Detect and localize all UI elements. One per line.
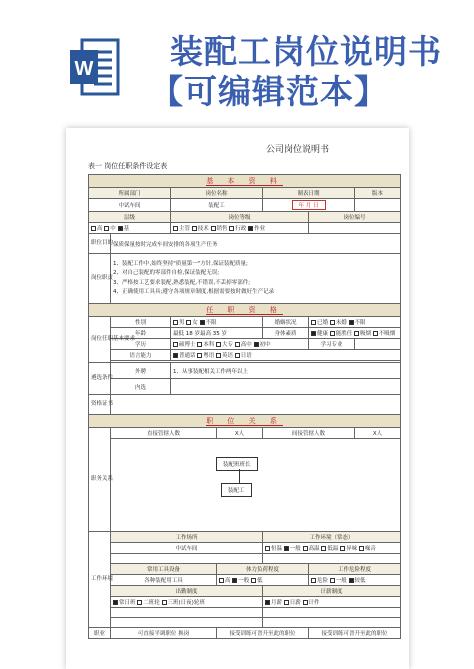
env-label: 工作环境（常态） (263, 532, 401, 543)
gender-options: 男 女 不限 (171, 317, 263, 328)
org-bottom-box: 装配工 (221, 483, 252, 497)
danger-label: 工作危险程度 (309, 564, 401, 575)
table-caption: 表一 岗位任职条件设定表 (88, 162, 168, 170)
age-text: 最低 18 岁最高 35 岁 (171, 328, 263, 339)
career-col-2: 接受训练可晋升至此的职位 (217, 628, 309, 639)
section-qualify: 任 职 资 格 (89, 304, 401, 317)
health-options: 健康 能胜任 吸烟 不吸烟 (309, 328, 401, 339)
salary-options: 月薪 日薪 计件 (263, 597, 401, 608)
section-relation: 职 位 关 系 (89, 415, 401, 428)
career-label: 职业 (89, 628, 111, 639)
env-options: 恒温 一般 高温 低温 异味 噪音 (263, 543, 401, 554)
org-top-box: 装配班班长 (216, 457, 258, 471)
relation-side-label: 职务关系 (89, 428, 111, 532)
tools-value: 各种装配用工具 (111, 575, 217, 586)
date-label: 制表日期 (263, 188, 355, 199)
env-side-label: 工作环境 (89, 532, 111, 628)
job-form-table (88, 174, 401, 639)
org-connector (239, 469, 240, 483)
document-page (66, 128, 409, 669)
edu-label: 学历 (111, 339, 171, 350)
external-text: 1、从事装配相关工作两年以上 (171, 363, 401, 379)
indirect-value: X人 (355, 428, 401, 439)
physical-options: 高 一般 低 (217, 575, 309, 586)
level-options: 高 中 基 (89, 223, 171, 234)
post-value: 装配工 (171, 199, 263, 212)
lang-options: 普通话 粤语 英语 日语 (171, 350, 401, 361)
org-chart (111, 439, 401, 532)
version-label: 版本 (355, 188, 401, 199)
place-label: 工作场所 (111, 532, 263, 543)
direct-label: 直接管辖人数 (111, 428, 217, 439)
goal-label: 职位目的 (89, 234, 111, 254)
major-label: 学习专业 (309, 339, 355, 350)
post-level-label: 岗位等级 (171, 212, 309, 223)
marriage-label: 婚姻状况 (263, 317, 309, 328)
salary-label: 计薪制度 (263, 586, 401, 597)
trip-label: 出勤制度 (111, 586, 263, 597)
select-label: 遴选条件 (89, 363, 111, 395)
place-value: 中试车间 (111, 543, 263, 554)
qualify-side-label: 岗位任职基本要求 (89, 317, 111, 363)
career-col-3: 接受训练可晋升至此的职位 (309, 628, 401, 639)
direct-value: X人 (217, 428, 263, 439)
indirect-label: 间接管辖人数 (263, 428, 355, 439)
edu-options: 硕博士 本科 大专 高中 初中 (171, 339, 309, 350)
post-no-label: 岗位编号 (309, 212, 401, 223)
duty-list: 1、装配工作中,始终坚持"质量第一"方针,保证装配质量; 2、对自己装配的零部件自检,保证装配无误; 3、严格按工艺要求装配,熟悉装配,不错误,不丢掉零部件; 4、正确使用工具具;遵守各项规章制度,根据需要按时做好生产记录 (111, 254, 401, 304)
tools-label: 常用工具设备 (111, 564, 217, 575)
career-col-1: 可直接平调职位 换岗 (111, 628, 217, 639)
health-label: 身体素质 (263, 328, 309, 339)
external-label: 外聘 (111, 363, 171, 379)
word-icon (68, 36, 120, 98)
grade-options: 主管 技术 销售 行政 作业 (171, 223, 309, 234)
doc-title: 公司岗位说明书 (266, 145, 330, 155)
duty-label: 岗位职责 (89, 254, 111, 304)
cert-label: 资格证书 (89, 395, 111, 415)
date-value: 年 月 日 (263, 199, 355, 212)
post-label: 岗位名称 (171, 188, 263, 199)
physical-label: 体力负荷程度 (217, 564, 309, 575)
lang-label: 语言能力 (111, 350, 171, 361)
level-label: 层级 (89, 212, 171, 223)
svg-text:W: W (74, 58, 94, 80)
goal-text: 保质保量按时完成车间安排的各项生产任务 (111, 234, 401, 254)
gender-label: 性别 (111, 317, 171, 328)
internal-label: 内选 (111, 379, 171, 395)
trip-options: 常日班 二班轮 三班(日夜)轮班 (111, 597, 263, 608)
banner-title-line2: 【可编辑范本】 (150, 72, 388, 111)
age-label: 年龄 (111, 328, 171, 339)
dept-value: 中试车间 (89, 199, 171, 212)
section-basic: 基 本 资 料 (89, 175, 401, 188)
danger-options: 危险 一般 较低 (309, 575, 401, 586)
marriage-options: 已婚 未婚 不限 (309, 317, 401, 328)
dept-label: 所属部门 (89, 188, 171, 199)
banner-title-line1: 装配工岗位说明书 (170, 32, 442, 71)
banner (0, 0, 474, 125)
